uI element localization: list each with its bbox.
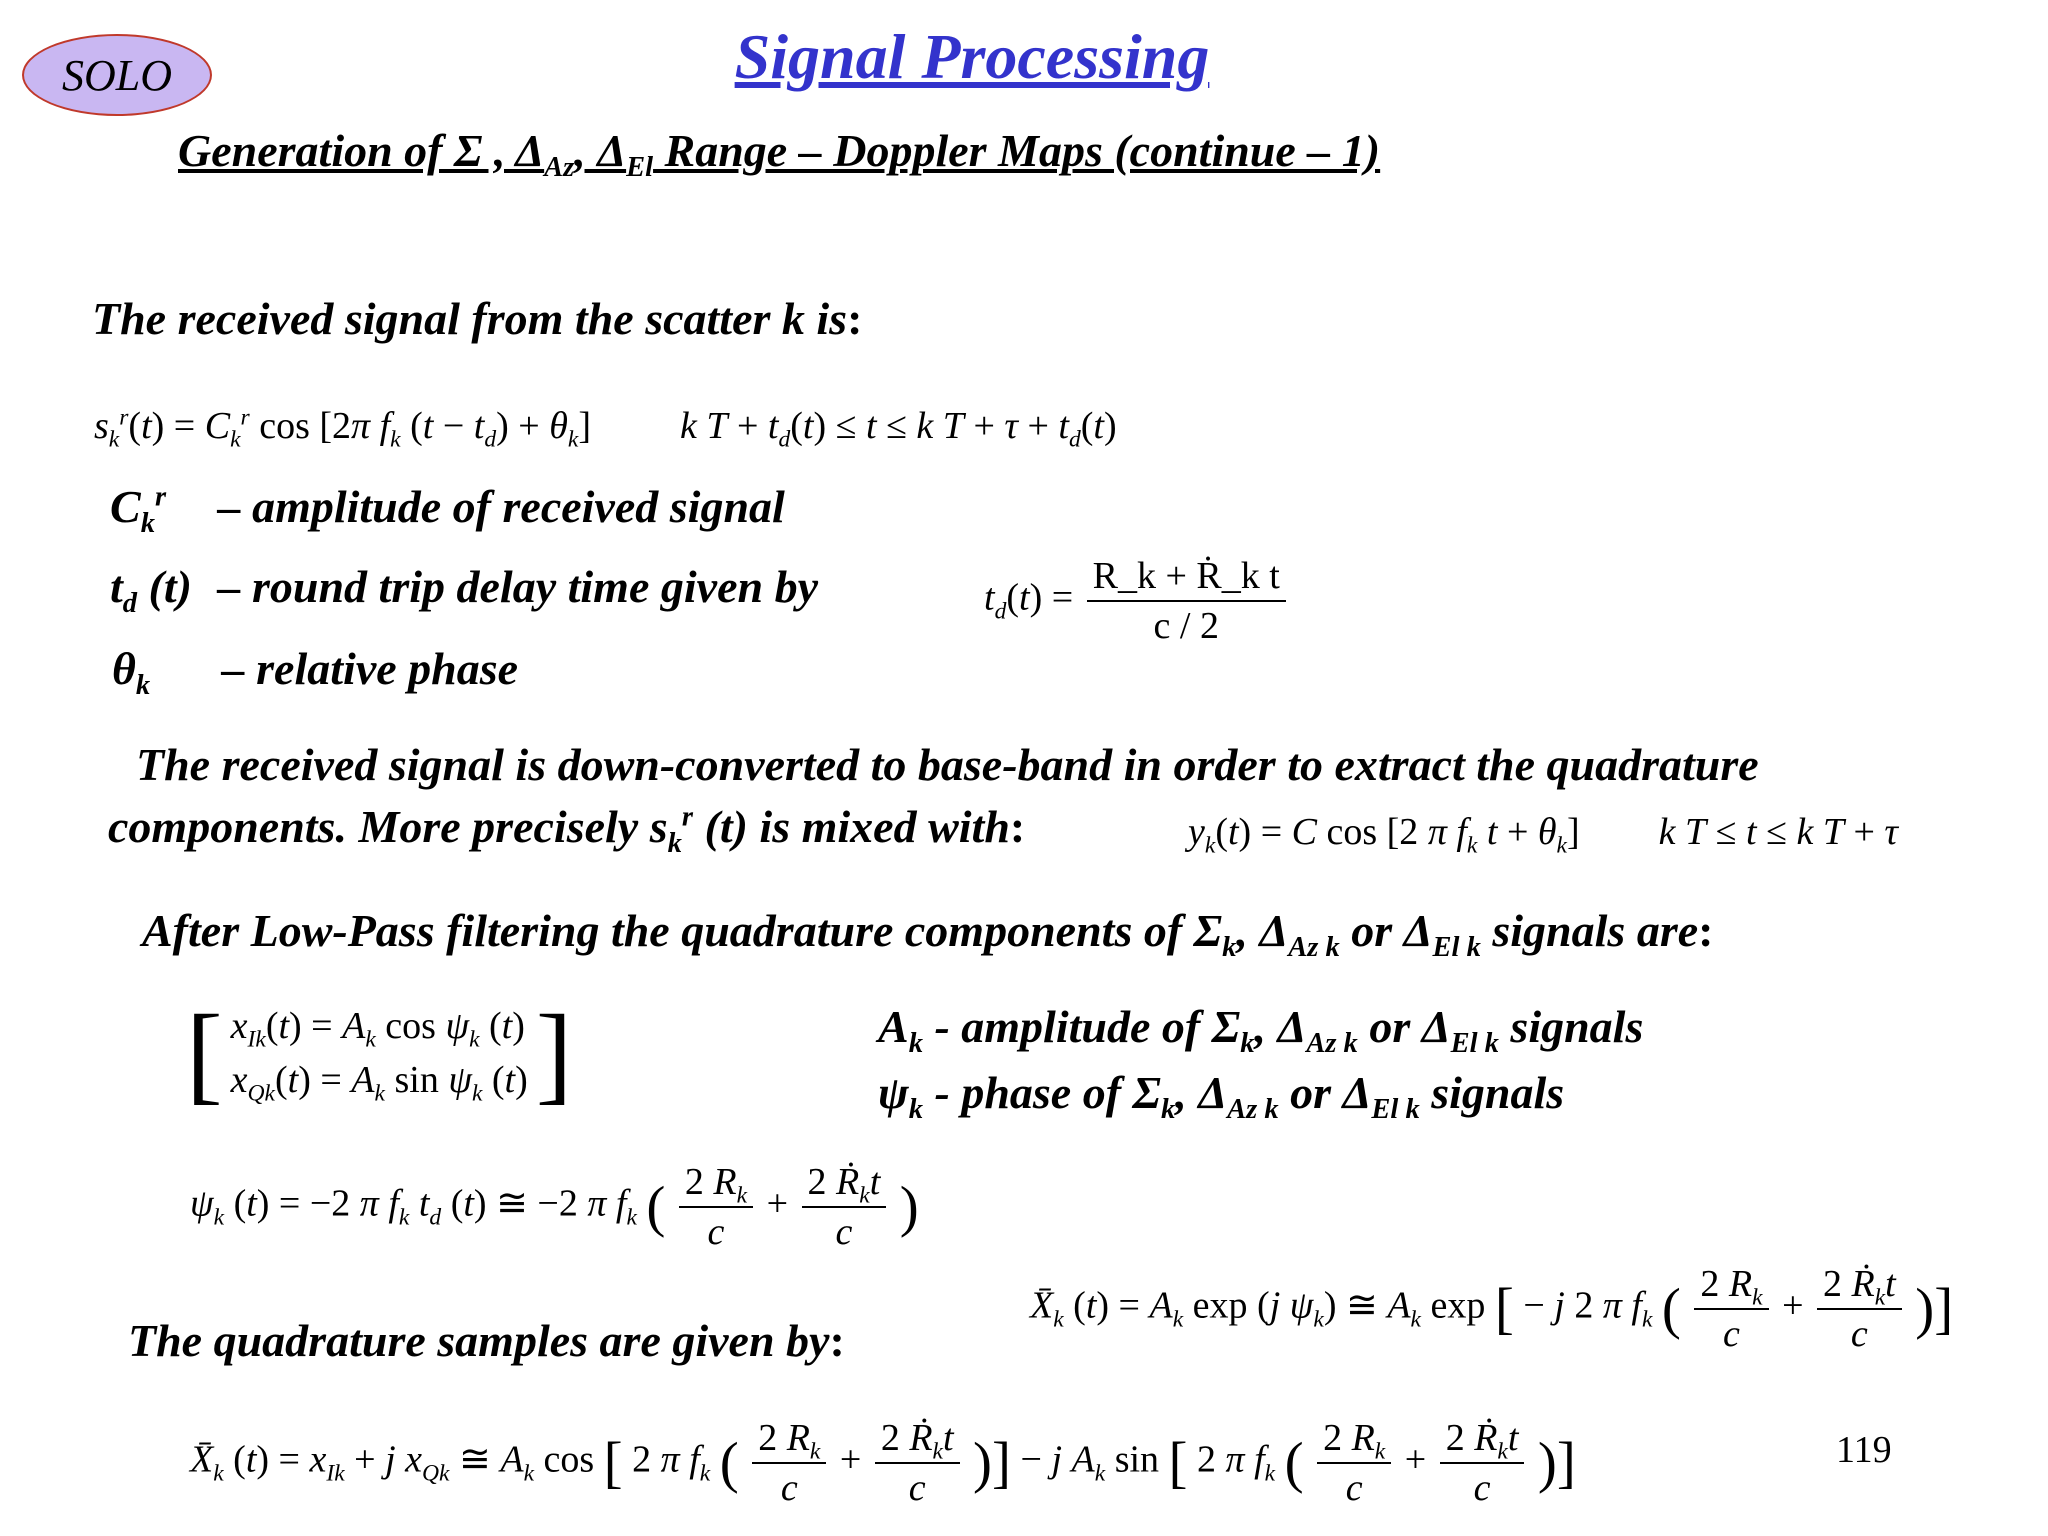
def-delay: $t_d$ (t) – round trip delay time given by: [110, 561, 818, 620]
def-phase: $\theta_k$ – relative phase: [112, 643, 519, 702]
page-number: 119: [1836, 1429, 1892, 1471]
lowpass-heading: After Low-Pass filtering the quadrature components of $\Sigma_k$, $\Delta_{Az k}$ or $\Delta_{El k}$ signals are:: [142, 905, 1714, 964]
received-signal-heading: The received signal from the scatter k is:: [92, 293, 863, 344]
page-title: Signal Processing: [734, 21, 1210, 92]
downconvert-line-1: The received signal is down-converted to base-band in order to extract the quadrature: [136, 739, 1759, 790]
quadrature-matrix: [ $x_{Ik}(t) = A_k$ $\cos \psi_k$ (t) $x_{Qk}(t) = A_k$ $\sin \psi_k$ (t) ]: [186, 992, 573, 1114]
equation-complex-sample: $X̄_k$ $(t) = A_k$ exp (j $\psi_k$) ≅ $A_k$ exp [ − j 2 π $f_k$ ( $\frac{2 R_k}{c}$ + $\frac{2 Ṙ_kt}{c}$ )]: [1030, 1263, 1954, 1355]
delay-fraction: $\frac{\text{R\_k + Ṙ\_k t}}{c / 2}$: [1087, 554, 1286, 648]
matrix-row-in-phase: $x_{Ik}(t) = A_k$ $\cos \psi_k$ (t): [230, 1005, 525, 1053]
matrix-row-quadrature: $x_{Qk}(t) = A_k$ $\sin \psi_k$ (t): [230, 1059, 528, 1107]
equation-delay-time: $t_d(t)$ = $\frac{\text{R\_k + Ṙ\_k t}}{c / 2}$: [984, 554, 1290, 648]
quadrature-samples-heading: The quadrature samples are given by:: [128, 1315, 845, 1366]
equation-phase: $\psi_k$ (t) = −2 π $f_k$ $t_d$ (t) ≅ −2 π $f_k$ ( $\frac{2 R_k}{c}$ + $\frac{2 Ṙ_kt}{c}$ ): [190, 1161, 919, 1253]
equation-quadrature-samples: $X̄_k$ $(t) = x_{Ik} + j$ $x_{Qk}$ ≅ $A_k$ cos [ 2 π $f_k$ ( $\frac{2 R_k}{c}$ + $\frac{2 Ṙ_kt}{c}$ )] − j $A_k$ sin [ 2 π $f_k$ ( $\frac{2 R_k}{c}$ + $\frac{2 Ṙ_kt}{c}$ )]: [190, 1417, 1576, 1509]
def-amplitude: $C_k^r$ – amplitude of received signal: [110, 481, 785, 540]
equation-mixing-signal: $y_k(t) = C$ cos [2 π $f_k$ $t + \theta_k$] k T ≤ t ≤ k T + τ: [1188, 811, 1899, 859]
solo-badge-text: SOLO: [61, 50, 173, 100]
page-subtitle: Generation of Σ , $\Delta_{Az}$, $\Delta_{El}$ Range – Doppler Maps (continue – 1): [178, 125, 1381, 184]
amplitude-description: $A_k$ - amplitude of $\Sigma_k$, $\Delta_{Az k}$ or $\Delta_{El k}$ signals: [878, 1001, 1644, 1060]
downconvert-line-2: components. More precisely $s_k^r$ (t) is mixed with:: [108, 801, 1026, 860]
equation-received-signal: $s_k^r(t) = C_k^r$ cos [2π $f_k$ $(t - t_d) + \theta_k$] k $T + t_d(t) \le t \le k$ $T + \tau + t_d(t)$: [94, 404, 1117, 453]
phase-description: $\psi_k$ - phase of $\Sigma_k$, $\Delta_{Az k}$ or $\Delta_{El k}$ signals: [878, 1067, 1565, 1126]
